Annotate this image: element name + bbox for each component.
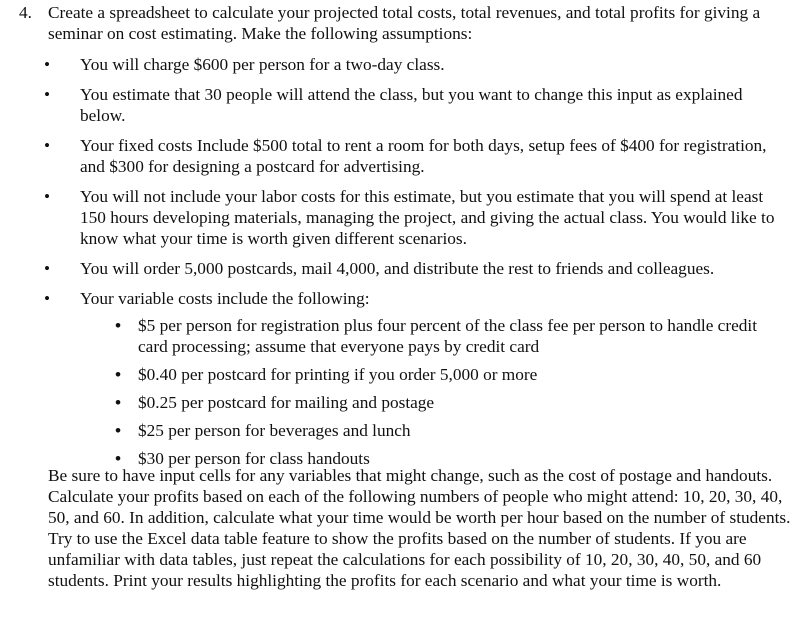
assumption-item-variable-costs — [0, 288, 780, 469]
bullet-icon: • — [44, 187, 51, 206]
variable-cost-text: $30 per person for class handouts — [138, 449, 370, 468]
variable-cost-text: $5 per person for registration plus four percent of the class fee per person to handle credit card processing; assume that everyone pays by credit card — [138, 316, 758, 356]
bullet-icon: • — [115, 421, 122, 440]
assumption-text: You estimate that 30 people will attend the class, but you want to change this input as explained below. — [80, 85, 743, 125]
variable-cost-item — [80, 364, 778, 385]
variable-cost-text: $0.25 per postcard for mailing and postage — [138, 393, 435, 412]
bullet-icon: • — [115, 393, 122, 412]
bullet-icon: • — [44, 289, 51, 308]
assumption-item-attendance — [0, 84, 780, 126]
variable-cost-text: $0.40 per postcard for printing if you order 5,000 or more — [138, 365, 538, 384]
assumption-text: You will not include your labor costs for this estimate, but you estimate that you will spend at least 150 hours developing materials, managing the project, and giving the actual class. You would like to know what your time is worth given different scenarios. — [80, 187, 775, 248]
closing-paragraph: Be sure to have input cells for any variables that might change, such as the cost of postage and handouts. Calculate your profits based on each of the following numbers of people who might attend: 10, 20, 30, 40, 50, and 60. In addition, calculate what your time would be worth per hour based on the number of students. Try to use the Excel data table feature to show the profits based on the number of students. If you are unfamiliar with data tables, just repeat the calculations for each possibility of 10, 20, 30, 40, 50, and 60 students. Print your results highlighting the profits for each scenario and what your time is worth. — [48, 466, 791, 590]
assumption-item-postcards — [0, 258, 780, 279]
assumption-text: You will charge $600 per person for a two-day class. — [80, 55, 445, 74]
assumption-item-fixed-costs — [0, 135, 780, 177]
assumption-text: You will order 5,000 postcards, mail 4,000, and distribute the rest to friends and colleagues. — [80, 259, 715, 278]
variable-cost-item — [80, 315, 778, 357]
question-intro: Create a spreadsheet to calculate your projected total costs, total revenues, and total profits for giving a seminar on cost estimating. Make the following assumptions: — [48, 3, 761, 43]
bullet-icon: • — [44, 55, 51, 74]
assumption-text: Your fixed costs Include $500 total to rent a room for both days, setup fees of $400 for registration, and $300 for designing a postcard for advertising. — [80, 136, 767, 176]
bullet-icon: • — [44, 85, 51, 104]
assumption-item-labor — [0, 186, 780, 249]
bullet-icon: • — [44, 136, 51, 155]
bullet-icon: • — [115, 449, 122, 468]
variable-cost-item — [80, 420, 778, 441]
variable-cost-text: $25 per person for beverages and lunch — [138, 421, 411, 440]
assumption-text: Your variable costs include the following: — [80, 289, 370, 308]
bullet-icon: • — [115, 316, 122, 335]
assumptions-list — [0, 54, 810, 478]
assumption-item-price — [0, 54, 780, 75]
bullet-icon: • — [44, 259, 51, 278]
variable-cost-item — [80, 392, 778, 413]
variable-costs-list — [80, 315, 780, 469]
bullet-icon: • — [115, 365, 122, 384]
question-number: 4. — [19, 3, 32, 22]
